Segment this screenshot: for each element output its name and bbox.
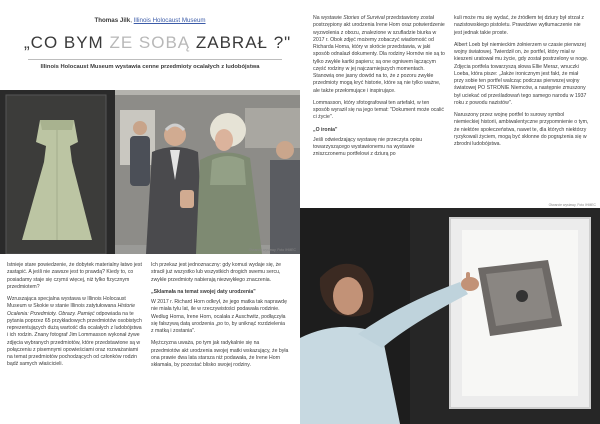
col2-heading: „Sklamała na temat swojej daty urodzenia"	[151, 288, 256, 295]
source-link[interactable]: Illinois Holocaust Museum	[133, 17, 206, 24]
col3-paragraph-2: Lommasson, który sfotografował ten artefakt, w ten sposób wyraził się na jego temat: "Dokument może ocalić ci życie".	[313, 99, 444, 121]
col3-p1-start: Na wystawie	[313, 15, 344, 21]
byline-separator: ,	[130, 17, 134, 24]
exhibition-photo-left	[0, 90, 300, 254]
col1-p2-start: Wzruszająca specjalna wystawa w Illinois Holocaust Museum w Skokie w stanie Illinois zatytułowana	[7, 296, 126, 310]
col3-paragraph-1	[313, 15, 446, 95]
col4-paragraph-3: Naruszony przez wojnę portfel to surowy symbol niemieckiej historii, ambiwalentyczne przypomnienie o tym, że niektóre społeczeństwa, nawet te, dla których niektórzy ryzykowali życiem, mogą być skłonne do pogrążenia się w zbrodni ludobójstwa.	[454, 112, 589, 147]
exhibition-photo-right-image	[300, 208, 600, 424]
col1-paragraph-1: Istnieje stare powiedzenie, że dobytek materialny łatwo jest zastąpić. A jeśli nie zawsze jest to prawdą? Kiedy to, co posiadamy staje się czymś więcej, niż tylko fizycznym przedmiotem?	[7, 262, 142, 290]
col2-paragraph-1: Ich przekaz jest jednoznaczny: gdy komuś wydaje się, że stracił już wszystko lub wszystkich drogich swemu sercu, zwykłe przedmioty nabierają niezwykłego znaczenia.	[151, 262, 282, 283]
column-4	[454, 15, 589, 153]
title-part-1: „CO BYM	[24, 33, 110, 52]
exhibition-photo-right	[300, 208, 600, 424]
column-2	[151, 262, 289, 374]
col3-paragraph-3: Jeśli odwiedzający wystawę nie przeczyta opisu towarzyszącego wystawionemu na wystawie zniszczonemu portfelowi z dziurą po	[313, 136, 423, 158]
exhibition-photo-left-image	[0, 90, 300, 254]
title-divider	[28, 59, 282, 60]
col2-paragraph-3: Mężczyzna uważa, po tym jak radykalnie się na przedmiotów akt urodzenia swojej matki wskazujący, że była ona prawie dwa lata starsza niż podawała, że Irene Horn skłamała, by pozostać blisko swojej rodziny.	[151, 340, 289, 368]
col3-heading: „O ironia"	[313, 126, 338, 133]
col3-p1-end: przedstawiony został postrzępiony akt urodzenia Irene Horn oraz potwierdzenie wyzwolenia z obozu, znalezione w szufladzie biurka w 2017 r. Obok zdjęć możemy zobaczyć wiadomość od Richarda Horna, który w skrócie przedstawia, w jaki sposób odnalazł dokumenty. Dla rodziny Hornów nie są to tylko zwykłe kartki papieru; są one ogniwem łączącym część rodziny w jej najczarniejszych momentach. Stanowią one jasny dowód na to, że z pozoru zwykłe przedmioty mogą kryć historie, które są nie tylko ważne, ale także przełomujące i inspirujące.	[313, 15, 445, 94]
exhibition-title: Historie Ocalenia: Przedmioty. Obrazy. Pamięć	[7, 303, 136, 317]
column-1	[7, 262, 143, 374]
col2-paragraph-2: W 2017 r. Richard Horn odkrył, że jego matka tak naprawdę nie miała tylu lat, ile w rzeczywistości podawała rodzinie. Według Horna, Irene Horn, ocalała z Auschwitz, podłączyła się fałszywą datą urodzenia „po to, by uniknąć rozdzielenia z matką i zostania".	[151, 299, 288, 334]
title-part-2: ZABRAŁ ?"	[190, 33, 292, 52]
col4-paragraph-1: kuli może mu się wydać, że źródłem tej dziury był strzał z nazistowskiego pistoletu. Prawdziwe wytłumaczenie nie jest jednak takie proste.	[454, 15, 584, 36]
title-accent: ZE SOBĄ	[109, 33, 191, 52]
article-title	[24, 33, 292, 53]
col4-paragraph-2: Albert Loeb był niemieckim żołnierzem w czasie pierwszej wojny światowej. Twierdził on, że portfel, który miał w kieszeni uratował mu życie, gdy został postrzelony w nogę. Zdjęcia portfela towarzyszą słowa Ellie Meraz, wnuczki Loeba, która pisze: „Jakże ironicznym jest fakt, że miał przy sobie ten portfel walcząc podczas pierwszej wojny światowej PO STRONIE Niemców, a następnie zmuszony był uciekać od prześladowań tego samego narodu w 1937 roku z powodu nazistów".	[454, 41, 589, 106]
col1-paragraph-2	[7, 296, 143, 369]
col1-p2-end: odpowiada na te pytania poprzez 65 przykładowych przedmiotów osobistych reprezentujących dużą wartość dla ocalałych z ludobójstwa i ich rodzin. Znany fotograf Jim Lommasson wykonał żywe zdjęcia wybranych przedmiotów, które przedstawione są w połączeniu z pisemnymi opowieściami oraz rozważaniami na temat przedmiotów pochodzących od członków rodzin bądź samych właścicieli.	[7, 310, 142, 368]
photo-left-caption: Otwarcie wystawy, Foto IHMEC	[248, 248, 296, 252]
article-byline	[0, 17, 300, 24]
article-subtitle: Illinois Holocaust Museum wystawia cenne przedmioty ocalałych z ludobójstwa	[40, 64, 260, 70]
exhibition-title-en: Stories of Survival	[343, 15, 385, 21]
author-name: Thomas Jilk	[94, 17, 131, 24]
column-3	[313, 15, 446, 164]
photo-right-caption: Otwarcie wystawy, Foto IHMEC	[548, 203, 596, 207]
